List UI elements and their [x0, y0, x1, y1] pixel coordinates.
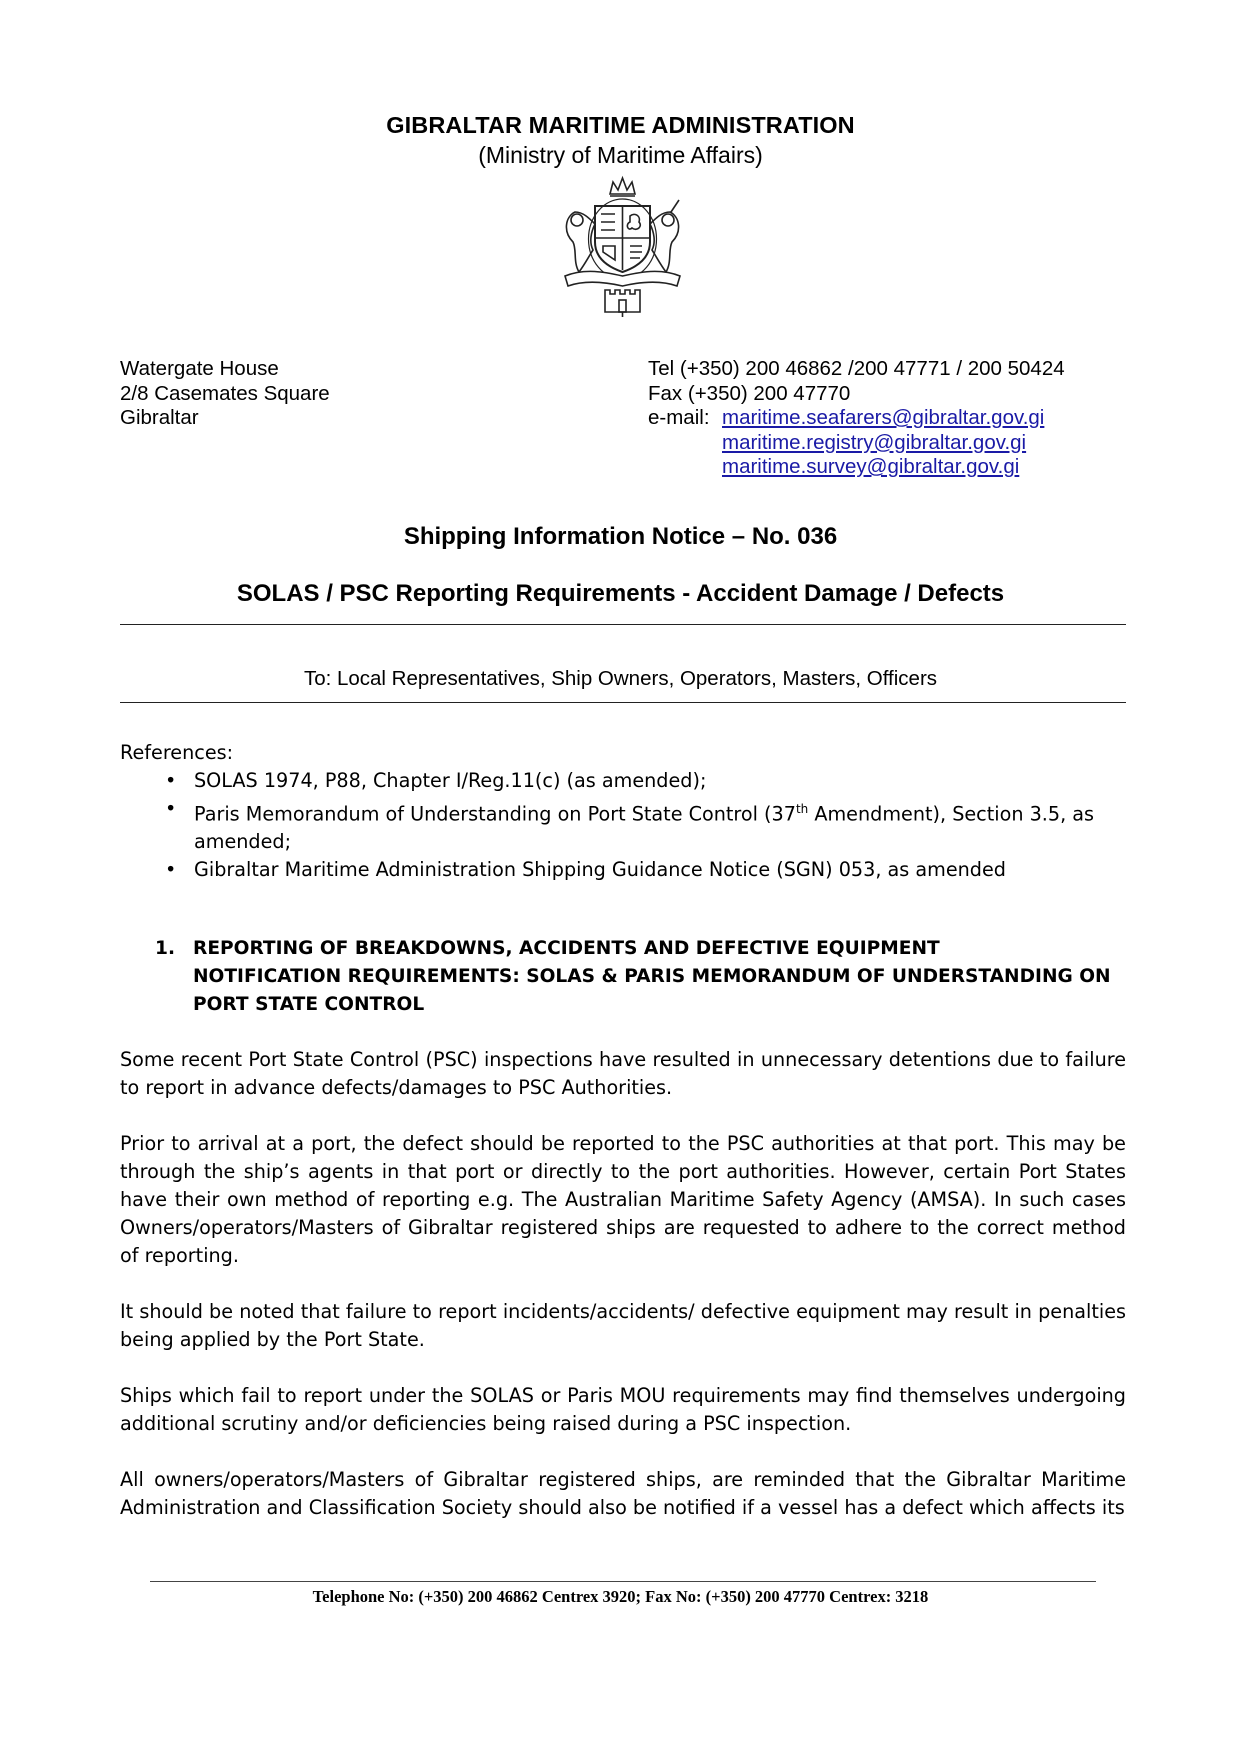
references-list: [165, 767, 1126, 884]
email-link-registry[interactable]: maritime.registry@gibraltar.gov.gi: [722, 430, 1027, 454]
coat-of-arms-icon: [555, 172, 690, 317]
email-link-survey[interactable]: maritime.survey@gibraltar.gov.gi: [722, 455, 1020, 478]
paragraph: Some recent Port State Control (PSC) inspections have resulted in unnecessary detentions due to failure to report in advance defects/damages to PSC Authorities.: [120, 1048, 1126, 1099]
fax-line: Fax (+350) 200 47770: [648, 381, 851, 405]
address-line: Gibraltar: [120, 406, 199, 429]
notice-title: Shipping Information Notice – No. 036: [403, 523, 838, 550]
email-label: e-mail:: [648, 406, 710, 429]
reference-text: Gibraltar Maritime Administration Shipping Guidance Notice (SGN) 053, as amended: [194, 858, 1006, 882]
address-line: Watergate House: [120, 357, 279, 380]
address-line: 2/8 Casemates Square: [120, 381, 330, 405]
divider: [120, 702, 1126, 703]
footer-divider: [150, 1581, 1096, 1582]
footer-contact: Telephone No: (+350) 200 46862 Centrex 3920; Fax No: (+350) 200 47770 Centrex: 3218: [312, 1587, 929, 1606]
bullet-icon: •: [165, 858, 177, 882]
list-item: [165, 767, 1126, 795]
superscript: th: [795, 802, 809, 816]
email-row: [648, 406, 1065, 431]
email-row: [648, 431, 1065, 456]
organisation-title: GIBRALTAR MARITIME ADMINISTRATION: [386, 112, 855, 138]
telephone-line: Tel (+350) 200 46862 /200 47771 / 200 50424: [648, 357, 1065, 380]
email-link-seafarers[interactable]: maritime.seafarers@gibraltar.gov.gi: [722, 406, 1045, 429]
postal-address: [120, 357, 330, 431]
section-heading-line: NOTIFICATION REQUIREMENTS: SOLAS & PARIS MEMORANDUM OF UNDERSTANDING ON PORT STATE CONTROL: [193, 966, 1111, 1015]
divider: [120, 624, 1126, 625]
bullet-icon: •: [165, 797, 177, 820]
paragraph: Ships which fail to report under the SOLAS or Paris MOU requirements may find themselves undergoing additional scrutiny and/or deficiencies being raised during a PSC inspection.: [120, 1384, 1126, 1435]
contact-details: [648, 357, 1065, 480]
reference-text: SOLAS 1974, P88, Chapter I/Reg.11(c) (as amended);: [194, 769, 707, 792]
references-heading: References:: [120, 741, 234, 764]
list-item: [165, 856, 1126, 884]
bullet-icon: •: [165, 769, 177, 792]
paragraph: All owners/operators/Masters of Gibraltar registered ships, are reminded that the Gibraltar Maritime Administration and Classification Society should also be notified if a vessel has a defect which affects its: [120, 1468, 1126, 1519]
reference-text: Amendment), Section 3.5, as amended;: [194, 802, 1095, 854]
email-row: [648, 455, 1065, 480]
section-heading-line: REPORTING OF BREAKDOWNS, ACCIDENTS AND DEFECTIVE EQUIPMENT: [193, 938, 940, 959]
reference-text: Paris Memorandum of Understanding on Port State Control (37: [194, 802, 796, 826]
distribution-line: To: Local Representatives, Ship Owners, Operators, Masters, Officers: [303, 667, 938, 690]
ministry-subtitle: (Ministry of Maritime Affairs): [478, 142, 763, 168]
paragraph: It should be noted that failure to report incidents/accidents/ defective equipment may result in penalties being applied by the Port State.: [120, 1300, 1126, 1351]
section-number: 1.: [155, 938, 176, 959]
paragraph: Prior to arrival at a port, the defect should be reported to the PSC authorities at that port. This may be through the ship’s agents in that port or directly to the port authorities. However, certain Port States have their own method of reporting e.g. The Australian Maritime Safety Agency (AMSA). In such cases Owners/operators/Masters of Gibraltar registered ships are requested to adhere to the correct method of reporting.: [120, 1132, 1126, 1267]
notice-subject: SOLAS / PSC Reporting Requirements - Accident Damage / Defects: [236, 580, 1005, 607]
section-heading: [155, 935, 1126, 1019]
list-item: [165, 795, 1126, 856]
